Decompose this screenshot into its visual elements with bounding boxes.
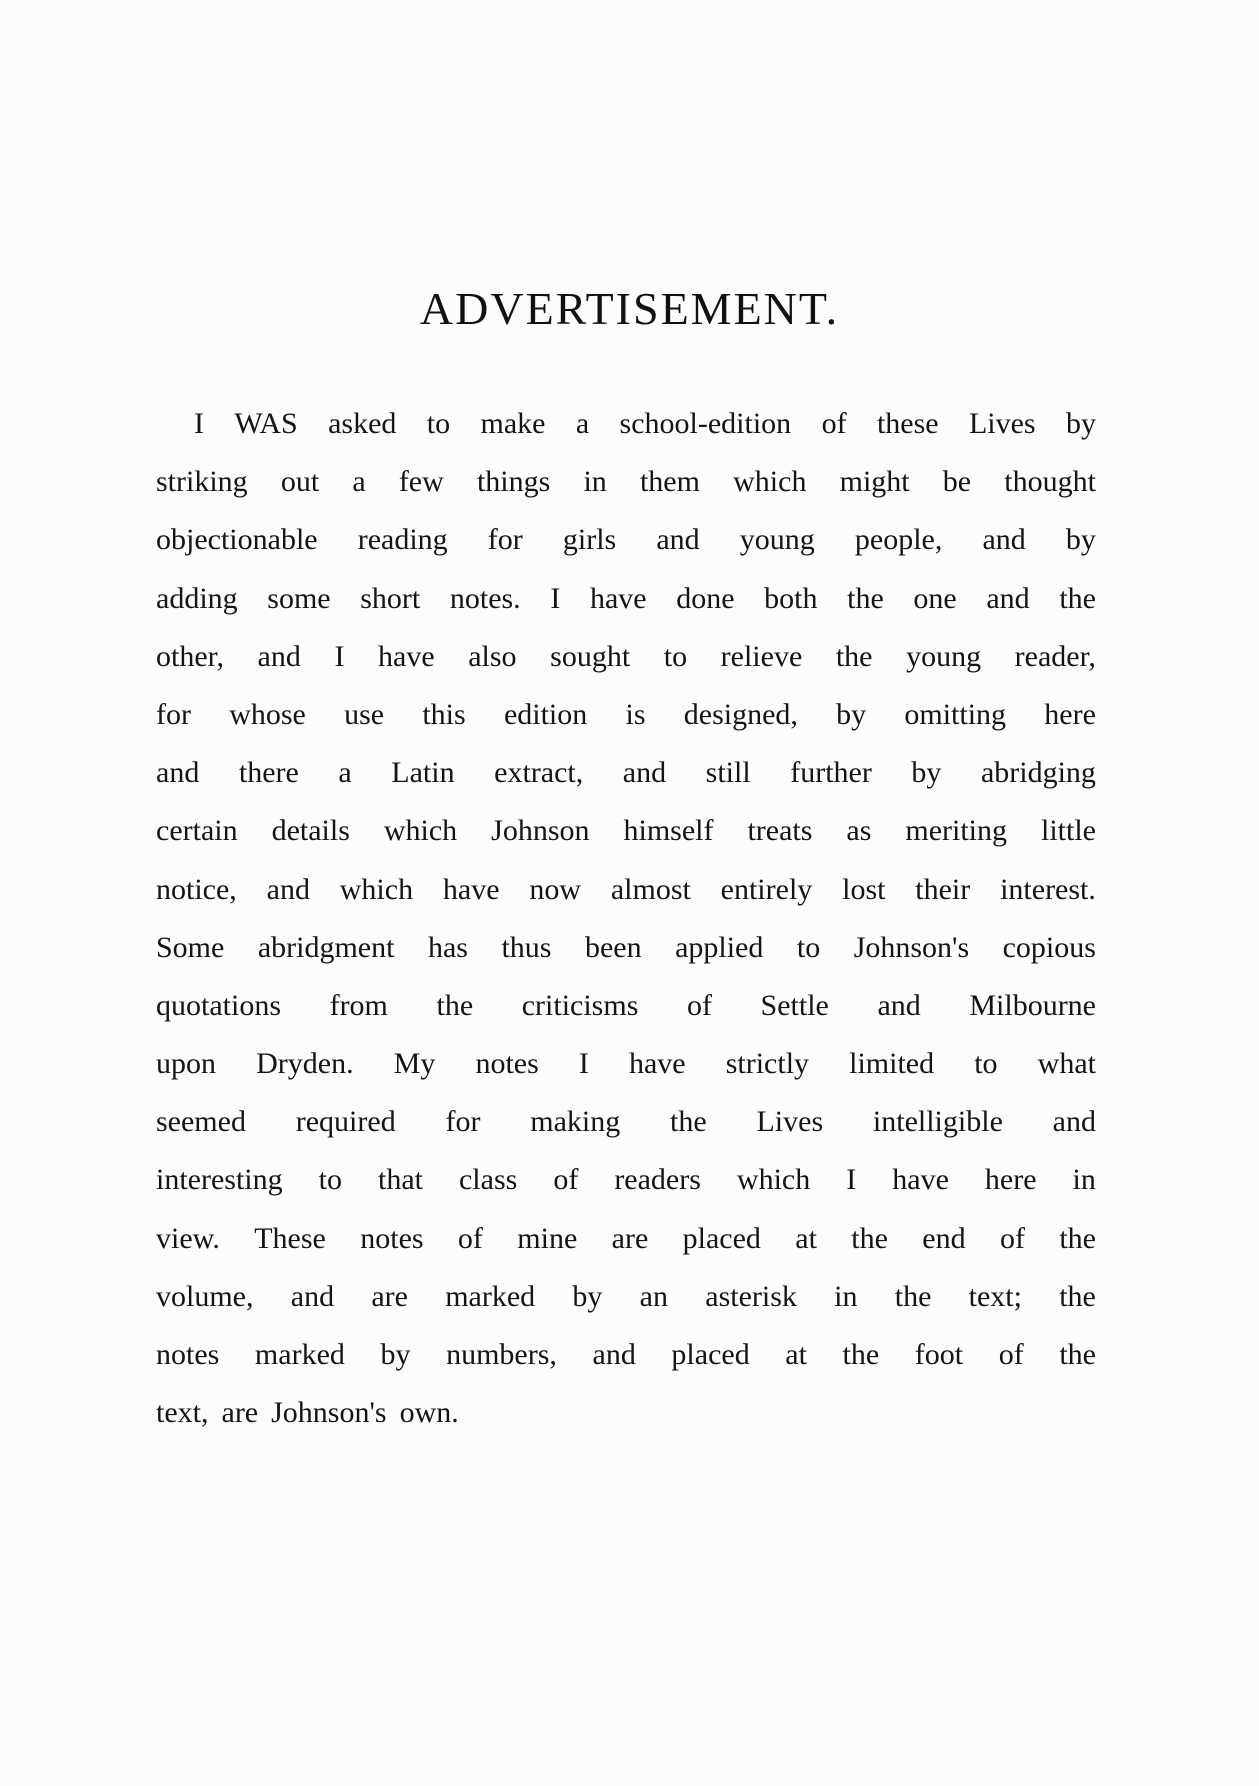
word: there [238, 756, 299, 790]
word: been [584, 930, 642, 964]
word: numbers, [446, 1338, 557, 1371]
word: further [790, 756, 872, 790]
word: Milbourne [969, 988, 1096, 1022]
word: of [999, 1221, 1025, 1255]
word: readers [614, 1163, 701, 1197]
word: the [851, 1221, 888, 1255]
word: marked [254, 1338, 345, 1371]
word: use [344, 697, 385, 731]
word: and [257, 639, 301, 673]
word: to [318, 1163, 342, 1197]
word: still [705, 756, 751, 790]
word: entirely [720, 872, 813, 906]
word: also [468, 639, 517, 673]
word: which [383, 814, 458, 848]
word: adding [156, 581, 238, 615]
word: interest. [1000, 872, 1096, 906]
word: abridging [980, 756, 1096, 790]
word: have [628, 1047, 686, 1081]
word: are [371, 1279, 408, 1313]
word: lost [842, 872, 886, 906]
word: young [906, 639, 982, 673]
word: here [1044, 697, 1096, 731]
word: foot [914, 1338, 964, 1371]
word: himself [623, 814, 714, 848]
word: end [922, 1221, 966, 1255]
word: of [553, 1163, 579, 1197]
word: and [592, 1338, 636, 1371]
word: by [836, 697, 867, 731]
paragraph-line [156, 977, 1096, 1035]
word: people, [854, 523, 943, 557]
word: thought [1004, 465, 1096, 499]
word: Lives [968, 407, 1036, 440]
word: them [639, 465, 700, 499]
word: done [676, 581, 735, 615]
word: interesting [156, 1163, 283, 1197]
word: required [295, 1105, 396, 1139]
paragraph-line [156, 628, 1096, 686]
word: view. [156, 1221, 220, 1255]
word: which [733, 465, 807, 499]
paragraph-line [156, 802, 1096, 860]
word: abridgment [257, 930, 395, 964]
paragraph-line [156, 861, 1096, 919]
word: the [1059, 1338, 1096, 1371]
word: whose [229, 697, 306, 731]
word: the [894, 1279, 932, 1313]
word: the [670, 1105, 707, 1139]
word: some [267, 581, 331, 615]
word: and [290, 1279, 335, 1313]
word: Lives [756, 1105, 824, 1139]
word: things [476, 465, 551, 499]
word: these [876, 407, 939, 440]
word: notes [475, 1047, 539, 1081]
word: by [911, 756, 942, 790]
word: by [572, 1279, 603, 1313]
word: seemed [156, 1105, 246, 1139]
word: and [982, 523, 1026, 557]
word: sought [550, 639, 631, 673]
word: applied [675, 930, 764, 964]
paragraph-line [156, 1035, 1096, 1093]
word: here [984, 1163, 1037, 1197]
word: in [834, 1279, 858, 1313]
word: notes [360, 1221, 424, 1255]
word: class [458, 1163, 518, 1197]
word: short [360, 581, 421, 615]
word: to [796, 930, 821, 964]
word: the [842, 1338, 880, 1371]
word: meriting [905, 814, 1008, 848]
word: their [915, 872, 971, 906]
word: extract, [494, 756, 584, 790]
word: and [877, 988, 921, 1022]
word: the [835, 639, 873, 673]
word: almost [610, 872, 691, 906]
word: placed [682, 1221, 761, 1255]
word: relieve [720, 639, 803, 673]
word: text; [968, 1279, 1022, 1313]
word: that [377, 1163, 423, 1197]
word: Settle [760, 988, 829, 1022]
word: details [271, 814, 350, 848]
word: a [338, 756, 352, 790]
paragraph-line [156, 919, 1096, 977]
word: the [1059, 1279, 1096, 1313]
word: and [622, 756, 667, 790]
word: what [1037, 1047, 1096, 1081]
word: objectionable [156, 523, 318, 557]
word: certain [156, 814, 238, 848]
word: the [1059, 581, 1096, 615]
word: of [457, 1221, 483, 1255]
word: as [846, 814, 872, 848]
word: and [1052, 1105, 1096, 1139]
word: placed [671, 1338, 750, 1371]
word: Some [156, 930, 225, 964]
page-title: ADVERTISEMENT. [419, 283, 840, 334]
word: thus [501, 930, 552, 964]
word: asterisk [705, 1279, 797, 1313]
word: both [764, 581, 818, 615]
advertisement-paragraph [156, 395, 1096, 1442]
word: little [1040, 814, 1096, 848]
word: and [656, 523, 700, 557]
word: be [942, 465, 972, 499]
word: an [639, 1279, 668, 1313]
word: treats [747, 814, 813, 848]
word: by [380, 1338, 411, 1371]
paragraph-line [156, 1210, 1096, 1268]
word: the [847, 581, 884, 615]
word: have [442, 872, 500, 906]
word: Dryden. [256, 1047, 354, 1081]
word: My [393, 1047, 436, 1081]
word: other, [156, 639, 224, 673]
word: by [1065, 523, 1096, 557]
word: WAS [234, 407, 298, 440]
word: have [892, 1163, 949, 1197]
word: strictly [725, 1047, 810, 1081]
word: notice, [156, 872, 237, 906]
word: in [583, 465, 607, 499]
word: These [254, 1221, 326, 1255]
word: have [589, 581, 647, 615]
word: copious [1002, 930, 1096, 964]
paragraph-line [156, 686, 1096, 744]
word: now [529, 872, 582, 906]
word: I [550, 581, 561, 615]
word: to [974, 1047, 998, 1081]
word: of [686, 988, 712, 1022]
paragraph-line [156, 1093, 1096, 1151]
word: are [221, 1396, 259, 1430]
word: marked [445, 1279, 536, 1313]
paragraph-line [156, 511, 1096, 569]
paragraph-line [156, 1151, 1096, 1209]
word: the [436, 988, 474, 1022]
word: intelligible [872, 1105, 1003, 1139]
word: striking [156, 465, 248, 499]
word: asked [328, 407, 397, 440]
paragraph-line [156, 744, 1096, 802]
word: Latin [391, 756, 455, 790]
word: and [266, 872, 310, 906]
paragraph-line [156, 570, 1096, 628]
word: this [422, 697, 466, 731]
word: upon [156, 1047, 216, 1081]
word: for [156, 697, 191, 731]
word: few [398, 465, 444, 499]
word: reader, [1014, 639, 1096, 673]
word: school-edition [619, 407, 792, 440]
word: designed, [683, 697, 798, 731]
word: a [575, 407, 590, 440]
word: I [194, 407, 204, 440]
word: own. [399, 1396, 459, 1430]
word: to [426, 407, 451, 440]
word: making [530, 1105, 621, 1139]
paragraph-line-last [156, 1384, 1096, 1442]
word: Johnson's [853, 930, 970, 964]
word: young [739, 523, 815, 557]
word: volume, [156, 1279, 254, 1313]
paragraph-line [156, 453, 1096, 511]
word: one [913, 581, 957, 615]
word: at [795, 1221, 817, 1255]
word: which [339, 872, 414, 906]
word: Johnson [491, 814, 590, 848]
word: in [1072, 1163, 1096, 1197]
word: make [480, 407, 546, 440]
word: for [487, 523, 523, 557]
word: text, [156, 1396, 209, 1430]
word: and [986, 581, 1030, 615]
paragraph-line [156, 395, 1096, 453]
word: has [427, 930, 468, 964]
word: which [736, 1163, 811, 1197]
word: by [1065, 407, 1096, 440]
word: and [156, 756, 200, 790]
word: omitting [904, 697, 1007, 731]
word: limited [849, 1047, 935, 1081]
word: to [663, 639, 688, 673]
word: from [329, 988, 388, 1022]
word: are [611, 1221, 649, 1255]
word: mine [517, 1221, 578, 1255]
paragraph-line [156, 1326, 1096, 1384]
word: of [821, 407, 847, 440]
word: for [445, 1105, 481, 1139]
word: notes. [449, 581, 521, 615]
word: a [352, 465, 366, 499]
word: might [839, 465, 910, 499]
word: edition [503, 697, 588, 731]
paragraph-line [156, 1268, 1096, 1326]
word: reading [357, 523, 448, 557]
word: Johnson's [271, 1396, 387, 1430]
word: out [280, 465, 320, 499]
word: have [378, 639, 435, 673]
word: I [334, 639, 345, 673]
word: at [785, 1338, 807, 1371]
word: I [578, 1047, 589, 1081]
word: girls [562, 523, 617, 557]
word: the [1059, 1221, 1096, 1255]
word: of [998, 1338, 1024, 1371]
word: I [846, 1163, 857, 1197]
word: criticisms [521, 988, 639, 1022]
word: is [625, 697, 646, 731]
word: notes [156, 1338, 220, 1371]
word: quotations [156, 988, 281, 1022]
